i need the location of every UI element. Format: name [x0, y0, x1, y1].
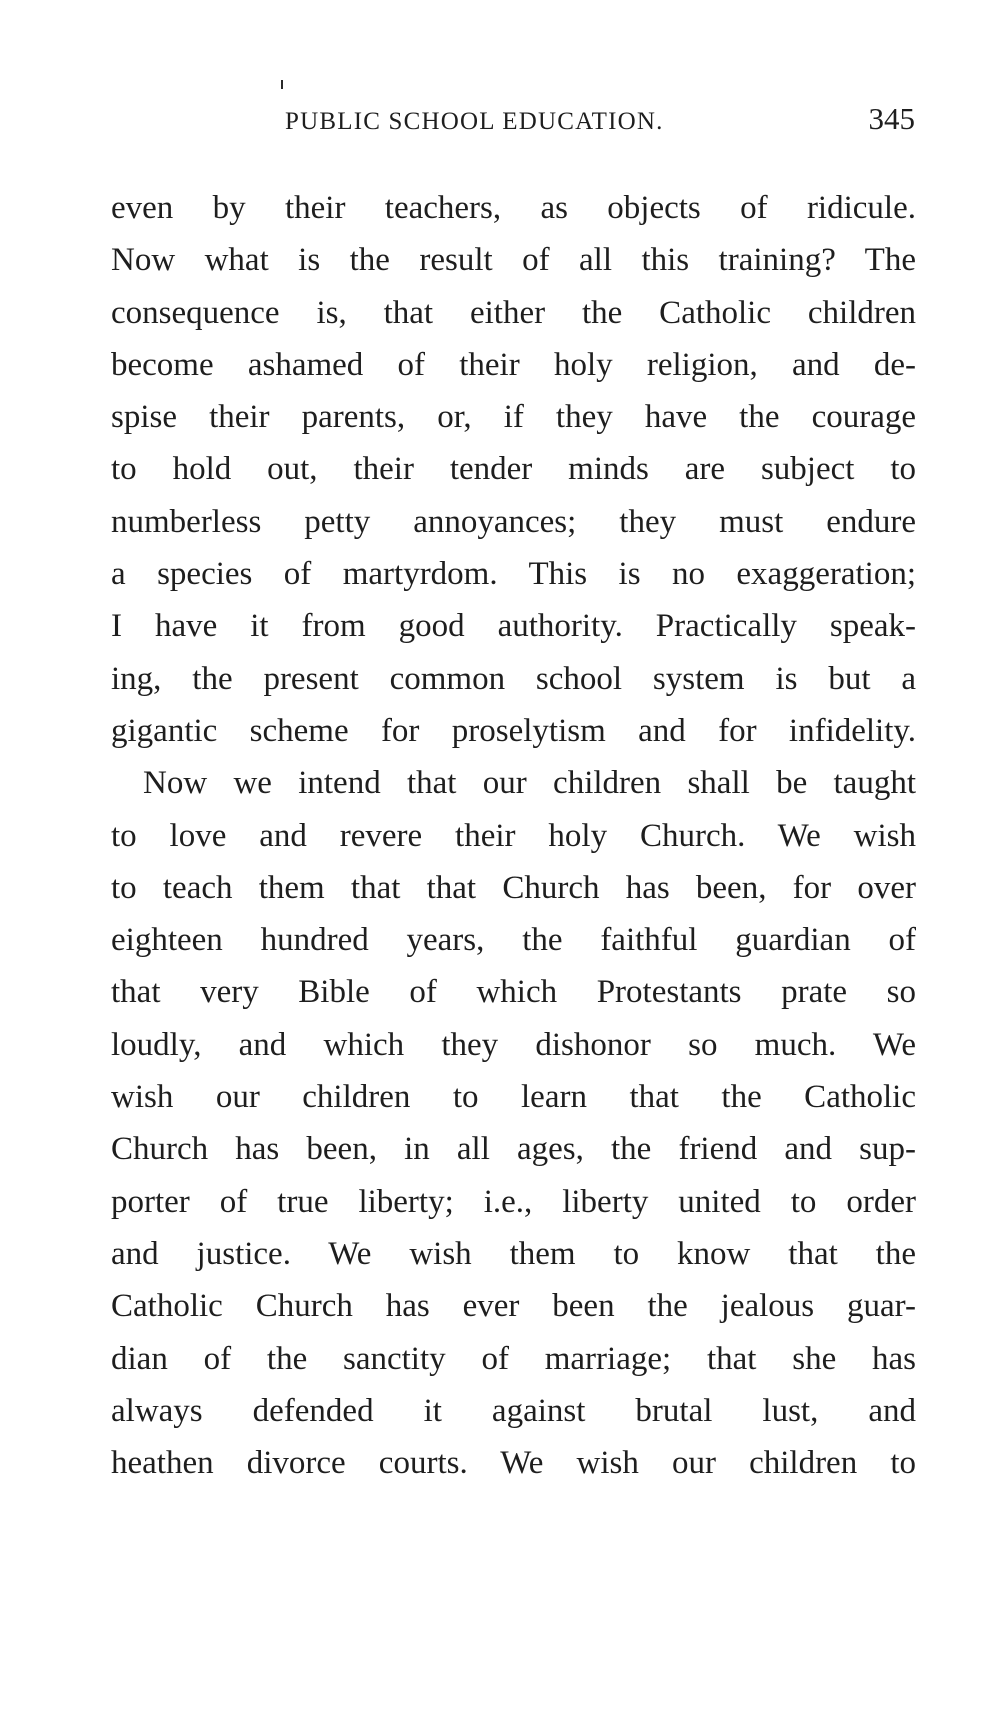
text-line: and justice. We wish them to know that the: [111, 1235, 916, 1272]
text-line: porter of true liberty; i.e., liberty united to order: [111, 1183, 916, 1220]
text-line: even by their teachers, as objects of ridicule.: [111, 190, 916, 226]
body-text: [111, 182, 916, 1489]
page-number: 345: [868, 101, 915, 136]
stray-print-mark: [281, 80, 283, 89]
text-line: a species of martyrdom. This is no exaggeration;: [111, 556, 916, 593]
text-line: numberless petty annoyances; they must endure: [111, 503, 916, 540]
text-line: wish our children to learn that the Catholic: [111, 1079, 916, 1116]
text-line: heathen divorce courts. We wish our children to: [111, 1445, 916, 1482]
page-header: [110, 98, 915, 142]
text-line: dian of the sanctity of marriage; that she has: [111, 1340, 916, 1377]
text-line: become ashamed of their holy religion, and de-: [111, 346, 916, 383]
text-line: ing, the present common school system is but a: [111, 660, 916, 697]
text-line: to love and revere their holy Church. We wish: [111, 817, 916, 854]
running-title: PUBLIC SCHOOL EDUCATION.: [285, 108, 664, 135]
text-line: gigantic scheme for proselytism and for infidelity.: [111, 712, 916, 749]
text-line: to hold out, their tender minds are subject to: [111, 451, 916, 488]
text-line: to teach them that that Church has been, for over: [111, 869, 916, 906]
text-line: always defended it against brutal lust, and: [111, 1392, 916, 1429]
text-line: Now what is the result of all this training? The: [111, 242, 916, 279]
text-line: that very Bible of which Protestants prate so: [111, 974, 916, 1011]
text-line: consequence is, that either the Catholic children: [111, 294, 916, 331]
text-line: spise their parents, or, if they have the courage: [111, 399, 916, 436]
text-line: loudly, and which they dishonor so much. We: [111, 1026, 916, 1063]
text-line: Church has been, in all ages, the friend and sup-: [111, 1131, 916, 1168]
text-line: I have it from good authority. Practically speak-: [111, 608, 916, 645]
paragraph-start-line: Now we intend that our children shall be taught: [143, 765, 916, 802]
text-line: Catholic Church has ever been the jealous guar-: [111, 1288, 916, 1325]
text-line: eighteen hundred years, the faithful guardian of: [111, 922, 916, 959]
